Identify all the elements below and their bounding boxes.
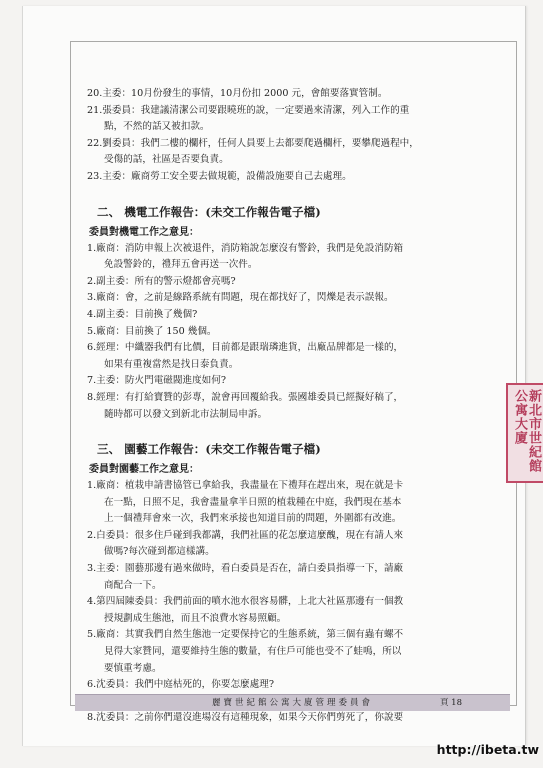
gardening-opinion-line: 1.廠商：植栽申請書協管已拿給我，我盡量在下禮拜在趕出來，現在就是卡 [87, 480, 404, 492]
page-footer [75, 694, 510, 711]
electrical-opinion-line: 隨時都可以發文到新北市法制局申訴。 [104, 408, 268, 420]
electrical-opinion-line: 1.廠商：消防申報上次被退件，消防箱說怎麼沒有警鈴，我們是免設消防箱 [87, 242, 404, 254]
minutes-item-line: 22.劉委員：我們二樓的欄杆，任何人員要上去都要爬過欄杆，要攀爬過程中， [87, 137, 419, 149]
minutes-item-line: 23.主委：廠商勞工安全要去做規範，設備設施要自己去處理。 [87, 170, 352, 182]
stamp-text: 新北市世紀館公寓大廈 [512, 389, 541, 473]
gardening-opinion-line: 2.白委員：很多住戶碰到我都講，我們社區的花怎麼這麼醜，現在有請人來 [87, 529, 404, 541]
gardening-opinion-line: 5.廠商：其實我們自然生態池一定要保持它的生態系統，第三個有蟲有螺不 [87, 629, 404, 641]
section-title-electrical: 二、 機電工作報告：(未交工作報告電子檔) [97, 204, 321, 219]
minutes-item-line: 受傷的話，社區是否要負責。 [104, 154, 229, 166]
gardening-opinion-line: 商配合一下。 [104, 579, 162, 591]
electrical-opinion-line: 5.廠商：目前換了 150 幾個。 [87, 325, 217, 337]
electrical-opinion-line: 免設警鈴的，禮拜五會再送一次件。 [104, 259, 258, 271]
minutes-body [87, 86, 501, 727]
electrical-opinion-line: 如果有重複當然是找日泰負責。 [104, 358, 239, 370]
gardening-opinion-line: 6.沈委員：我們中庭枯死的，你要怎麼處理? [87, 679, 274, 691]
section-title-gardening: 三、 園藝工作報告：(未交工作報告電子檔) [97, 442, 321, 457]
gardening-opinion-line: 見得大家贊同，還要維持生態的數量，有住戶可能也受不了蛙鳴，所以 [104, 646, 402, 658]
gardening-opinion-line: 上一個禮拜會來一次，我們來承接也知道目前的問題，外圍都有改進。 [104, 513, 402, 525]
gardening-opinion-line: 8.沈委員：之前你們還沒進場沒有這種現象，如果今天你們剪死了，你說要 [87, 712, 404, 724]
page-number: 頁 18 [439, 698, 462, 708]
electrical-opinion-line: 4.副主委：目前換了幾個? [87, 308, 198, 320]
gardening-opinion-line: 4.第四屆陳委員：我們前面的噴水池水很容易髒，上北大社區那邊有一個教 [87, 596, 404, 608]
electrical-opinion-list [87, 241, 501, 424]
electrical-opinion-line: 8.經理：有打給寶贊的彭專，說會再回覆給我。張國雄委員已經擬好稿了， [87, 391, 404, 403]
gardening-opinion-line: 授規劃成生態池，而且不浪費水容易照顧。 [104, 612, 287, 624]
previous-section-items [87, 86, 501, 186]
site-watermark: http://ibeta.tw [436, 742, 539, 757]
gardening-opinion-list [87, 478, 501, 727]
gardening-opinion-line: 做嗎?每次碰到都這樣講。 [104, 546, 215, 558]
minutes-item-line: 點，不然的話又被扣款。 [104, 121, 210, 133]
electrical-opinion-line: 6.經理：中纖器我們有比價，目前都是跟瑞璘進貨，出廠品牌都是一樣的， [87, 342, 404, 354]
document-page [22, 6, 526, 746]
minutes-item-line: 20.主委：10月份發生的事情，10月份扣 2000 元，會館要落實管制。 [87, 88, 388, 99]
electrical-opinion-line: 2.副主委：所有的警示燈都會亮嗎? [87, 275, 236, 287]
electrical-opinion-line: 3.廠商：會，之前是線路系統有問題，現在都找好了，閃爍是表示誤報。 [87, 292, 394, 304]
gardening-opinion-line: 要慎重考慮。 [104, 662, 162, 674]
gardening-opinion-line: 在一點，日照不足，我會盡量拿半日照的植栽種在中庭，我們現在基本 [104, 496, 402, 508]
footer-committee-name: 麗寶世紀館公寓大廈管理委員會 [211, 698, 373, 708]
official-seal-stamp [506, 383, 543, 483]
subhead-gardening-opinions: 委員對園藝工作之意見： [89, 464, 199, 476]
electrical-opinion-line: 7.主委：防火門電磁閥進度如何? [87, 375, 227, 387]
minutes-item-line: 21.張委員：我建議清潔公司要跟曉班的說，一定要過來清潔，列入工作的重 [87, 104, 410, 116]
gardening-opinion-line: 3.主委：園藝那邊有過來做時，看白委員是否在，請白委員指導一下，請廠 [87, 563, 404, 575]
subhead-electrical-opinions: 委員對機電工作之意見： [89, 226, 199, 238]
